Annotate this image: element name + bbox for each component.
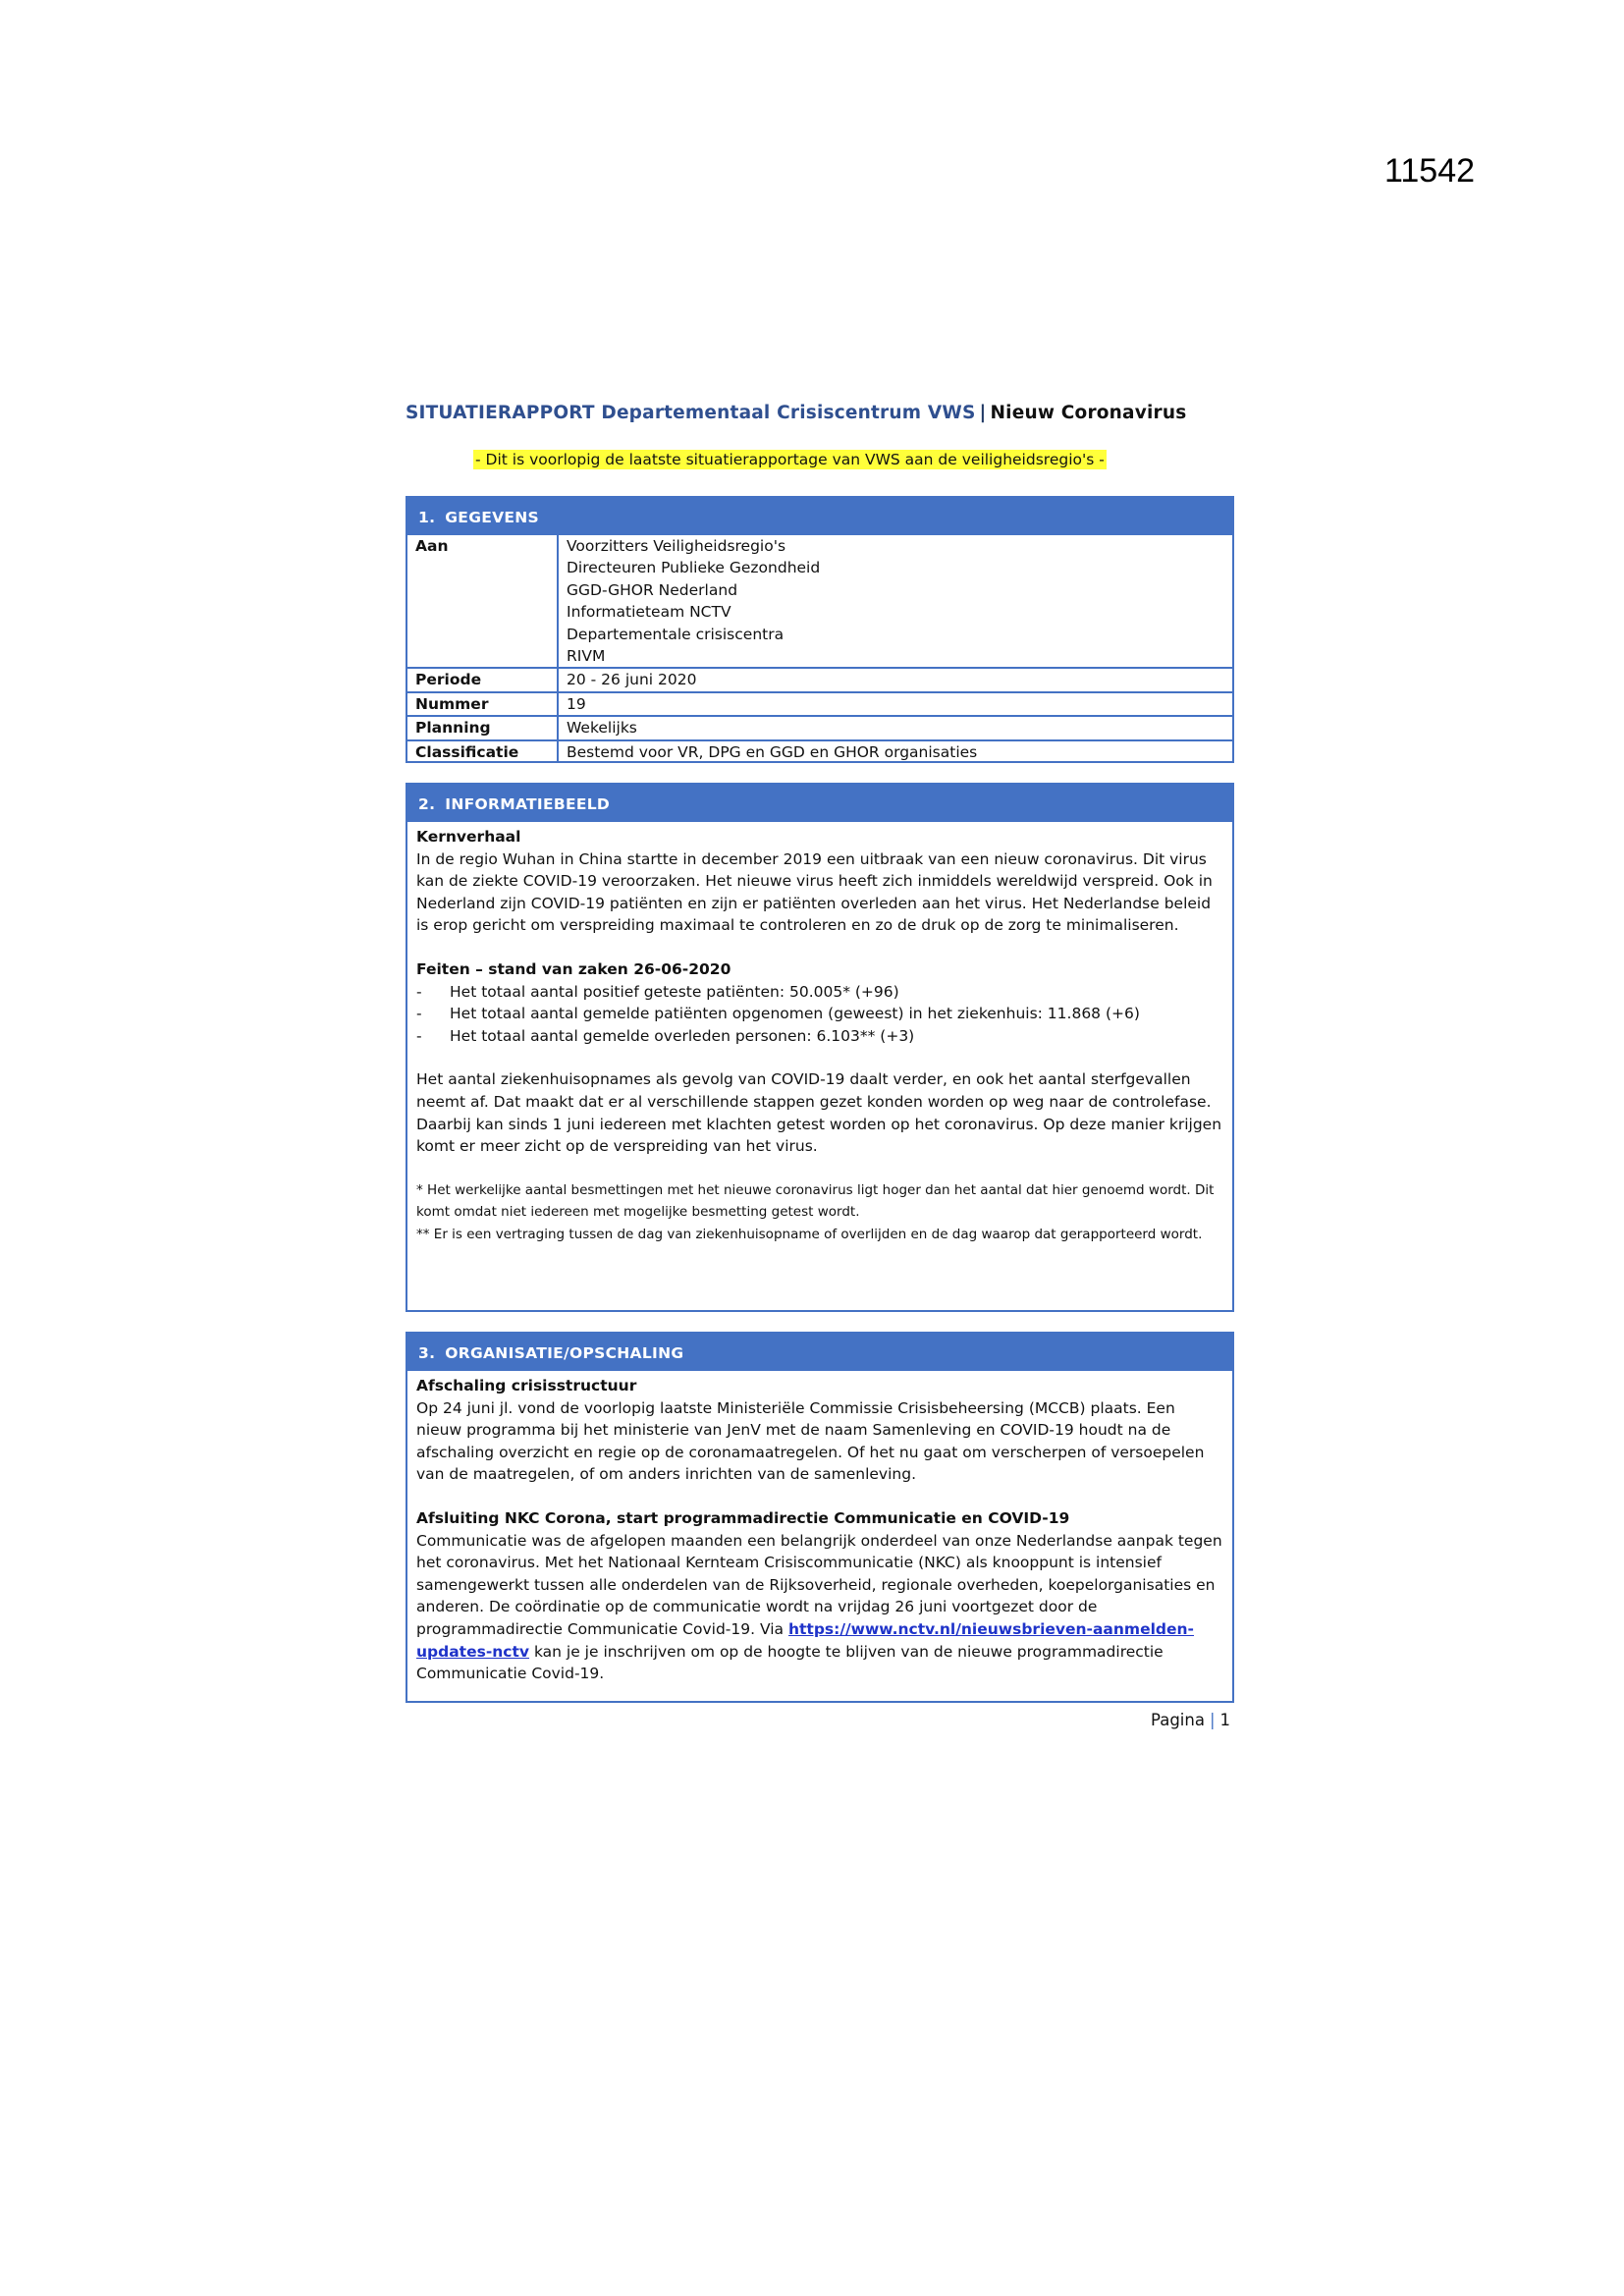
section-organisatie [406, 1332, 1234, 1703]
subheading-feiten: Feiten – stand van zaken 26-06-2020 [416, 959, 731, 978]
list-item: Departementale crisiscentra [567, 625, 785, 643]
section-body [407, 1371, 1232, 1685]
row-value: Wekelijks [558, 716, 1232, 739]
kernverhaal-text: In de regio Wuhan in China startte in december 2019 een uitbraak van een nieuw coronavirus. Dit virus kan de ziekte COVID-19 veroorzaken. Het nieuwe virus heeft zich inmiddels wereldwijd verspreid. Ook in Nederland zijn COVID-19 patiënten en zijn er patiënten overleden aan het virus. Het Nederlandse beleid is erop gericht om verspreiding maximaal te controleren en zo de druk op de zorg te minimaliseren. [416, 849, 1213, 935]
table-row [407, 740, 1232, 763]
list-item: - Het totaal aantal positief geteste patiënten: 50.005* (+96) [416, 981, 1224, 1004]
list-item: - Het totaal aantal gemelde patiënten opgenomen (geweest) in het ziekenhuis: 11.868 (+6) [416, 1003, 1224, 1025]
recipient-list [558, 535, 1232, 668]
list-item: Informatieteam NCTV [567, 603, 731, 622]
section-gegevens [406, 496, 1234, 763]
section-header [407, 785, 1232, 822]
list-item: RIVM [567, 647, 606, 666]
gegevens-table [407, 535, 1232, 763]
row-value: Bestemd voor VR, DPG en GGD en GHOR organisaties [558, 740, 1232, 763]
subheading-nkc: Afsluiting NKC Corona, start programmadirectie Communicatie en COVID-19 [416, 1508, 1070, 1527]
subheading-kernverhaal: Kernverhaal [416, 828, 521, 846]
footer-separator: | [1209, 1711, 1216, 1729]
table-row [407, 668, 1232, 691]
section-number: 2. [418, 795, 436, 813]
table-row [407, 716, 1232, 739]
facts-list [416, 981, 1224, 1048]
section-body [407, 822, 1232, 1246]
row-label: Nummer [407, 692, 558, 716]
row-label: Planning [407, 716, 558, 739]
list-item: Voorzitters Veiligheidsregio's [567, 537, 786, 555]
section-number: 1. [418, 509, 436, 526]
document-number: 11542 [1384, 152, 1476, 190]
list-item: Directeuren Publieke Gezondheid [567, 559, 821, 577]
footnote-1: * Het werkelijke aantal besmettingen met het nieuwe coronavirus ligt hoger dan het aantal dat hier genoemd wordt. Dit komt omdat niet iedereen met mogelijke besmetting getest wordt. [416, 1181, 1215, 1221]
highlighted-notice: - Dit is voorlopig de laatste situatierapportage van VWS aan de veiligheidsregio's - [475, 451, 1105, 468]
report-title: SITUATIERAPPORT Departementaal Crisiscentrum VWS [406, 403, 976, 423]
section-title: ORGANISATIE/OPSCHALING [445, 1344, 684, 1362]
row-label: Aan [407, 535, 558, 668]
page-number: 1 [1219, 1711, 1231, 1729]
nkc-text-after: kan je je inschrijven om op de hoogte te blijven van de nieuwe programmadirectie Communicatie Covid-19. [416, 1642, 1164, 1683]
row-label: Classificatie [407, 740, 558, 763]
table-row [407, 692, 1232, 716]
page-footer [1151, 1711, 1230, 1729]
section-title: INFORMATIEBEELD [445, 795, 611, 813]
section-header [407, 1334, 1232, 1371]
nctv-link[interactable]: https://www.nctv.nl/nieuwsbrieven-aanmelden-updates-nctv [416, 1619, 1194, 1661]
page-label: Pagina [1151, 1711, 1205, 1729]
list-item: - Het totaal aantal gemelde overleden personen: 6.103** (+3) [416, 1025, 1224, 1048]
table-row [407, 535, 1232, 668]
afschaling-text: Op 24 juni jl. vond de voorlopig laatste Ministeriële Commissie Crisisbeheersing (MCCB) plaats. Een nieuw programma bij het ministerie van JenV met de naam Samenleving en COVID-19 houdt na de afschaling overzicht en regie op de coronamaatregelen. Of het nu gaat om verscherpen of versoepelen van de maatregelen, of om anders inrichten van de samenleving. [416, 1398, 1205, 1484]
footnote-2: ** Er is een vertraging tussen de dag van ziekenhuisopname of overlijden en de dag waarop dat gerapporteerd wordt. [416, 1226, 1203, 1242]
nkc-paragraph [416, 1530, 1224, 1685]
report-subject: Nieuw Coronavirus [990, 403, 1187, 423]
report-header [406, 403, 1240, 423]
row-label: Periode [407, 668, 558, 691]
trend-paragraph: Het aantal ziekenhuisopnames als gevolg van COVID-19 daalt verder, en ook het aantal sterfgevallen neemt af. Dat maakt dat er al verschillende stappen gezet konden worden op weg naar de controlefase. Daarbij kan sinds 1 juni iedereen met klachten getest worden op het coronavirus. Op deze manier krijgen komt er meer zicht op de verspreiding van het virus. [416, 1070, 1222, 1156]
row-value: 19 [558, 692, 1232, 716]
subheading-afschaling: Afschaling crisisstructuur [416, 1377, 637, 1394]
section-title: GEGEVENS [445, 509, 540, 526]
section-number: 3. [418, 1344, 436, 1362]
row-value: 20 - 26 juni 2020 [558, 668, 1232, 691]
nkc-text: Communicatie was de afgelopen maanden een belangrijk onderdeel van onze Nederlandse aanpak tegen het coronavirus. Met het Nationaal Kernteam Crisiscommunicatie (NKC) als knooppunt is intensief samengewerkt tussen alle onderdelen van de Rijksoverheid, regionale overheden, koepelorganisaties en anderen. De coördinatie op de communicatie wordt na vrijdag 26 juni voortgezet door de programmadirectie Communicatie Covid-19. Via [416, 1531, 1222, 1638]
section-informatiebeeld [406, 783, 1234, 1312]
list-item: GGD-GHOR Nederland [567, 580, 738, 599]
section-header [407, 498, 1232, 535]
title-separator: | [979, 403, 987, 423]
